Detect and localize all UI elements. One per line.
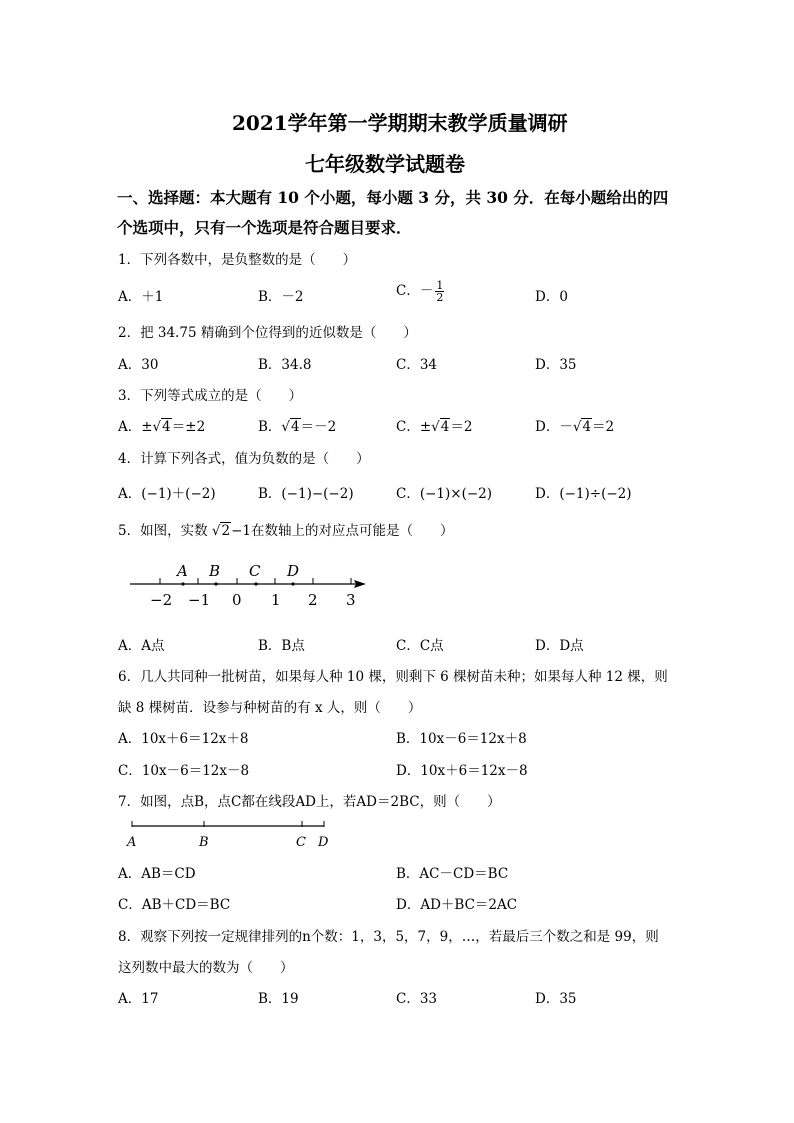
fraction-denominator: 2 bbox=[436, 291, 444, 304]
q3-d-prefix: D．－√ bbox=[535, 419, 582, 435]
point-a-dot bbox=[181, 582, 184, 585]
tick-label: 1 bbox=[271, 591, 281, 609]
question-1-stem: 1．下列各数中，是负整数的是（ ） bbox=[118, 252, 357, 268]
question-4-stem: 4．计算下列各式，值为负数的是（ ） bbox=[118, 451, 370, 467]
point-label-b: B bbox=[209, 562, 221, 580]
point-c-dot bbox=[254, 582, 257, 585]
q8-option-c[interactable]: C．33 bbox=[396, 991, 438, 1007]
radicand: 4 bbox=[291, 419, 300, 435]
q5-option-b[interactable]: B．B点 bbox=[258, 638, 305, 654]
tick-label: 3 bbox=[346, 591, 356, 609]
tick-label: 2 bbox=[308, 591, 318, 609]
fraction bbox=[435, 280, 444, 303]
exam-subtitle: 七年级数学试题卷 bbox=[305, 152, 465, 176]
question-6-options-row2 bbox=[118, 759, 678, 779]
q3-option-b[interactable] bbox=[258, 415, 336, 435]
q1-option-d[interactable]: D．0 bbox=[535, 289, 568, 305]
q3-option-a[interactable] bbox=[118, 415, 205, 435]
q1-option-c[interactable] bbox=[396, 279, 444, 303]
point-label-c: C bbox=[249, 562, 261, 580]
section-heading-line1: 一、选择题：本大题有 10 个小题，每小题 3 分，共 30 分．在每小题给出的四 bbox=[117, 188, 669, 207]
point-label-d: D bbox=[287, 562, 300, 580]
question-5-options bbox=[118, 634, 678, 654]
q5-stem-suffix: −1在数轴上的对应点可能是（ ） bbox=[231, 523, 454, 539]
question-4-options bbox=[118, 482, 678, 502]
q1-option-c-prefix: C．－ bbox=[396, 283, 434, 299]
q2-option-c[interactable]: C．34 bbox=[396, 357, 438, 373]
q3-c-suffix: ＝2 bbox=[450, 419, 473, 435]
exam-title: 2021学年第一学期期末教学质量调研 bbox=[232, 111, 568, 135]
segment-label-b: B bbox=[199, 835, 209, 850]
radicand: 4 bbox=[440, 419, 450, 435]
q1-option-a[interactable]: A．＋1 bbox=[118, 289, 164, 305]
q5-option-d[interactable]: D．D点 bbox=[535, 638, 584, 654]
q6-option-c[interactable]: C．10x－6＝12x－8 bbox=[118, 763, 250, 779]
q6-option-d[interactable]: D．10x＋6＝12x－8 bbox=[396, 763, 528, 779]
q4-option-a[interactable]: A．(−1)＋(−2) bbox=[118, 486, 216, 502]
q3-b-suffix: ＝－2 bbox=[300, 419, 337, 435]
q5-stem-prefix: 5．如图，实数 √ bbox=[118, 523, 221, 539]
point-d-dot bbox=[291, 582, 294, 585]
question-2-options bbox=[118, 353, 678, 373]
question-6-stem-line2: 缺 8 棵树苗．设参与种树苗的有 x 人，则（ ） bbox=[118, 700, 422, 716]
q8-option-b[interactable]: B．19 bbox=[258, 991, 299, 1007]
segment-label-d: D bbox=[318, 835, 329, 850]
section-heading-line2: 个选项中，只有一个选项是符合题目要求． bbox=[117, 218, 412, 237]
point-b-dot bbox=[214, 582, 217, 585]
q2-option-b[interactable]: B．34.8 bbox=[258, 357, 312, 373]
question-7-options-row1 bbox=[118, 862, 678, 882]
q8-option-a[interactable]: A．17 bbox=[118, 991, 159, 1007]
point-label-a: A bbox=[177, 562, 188, 580]
question-8-stem-line1: 8．观察下列按一定规律排列的n个数：1，3，5，7，9，…，若最后三个数之和是 99，则 bbox=[118, 929, 659, 945]
q7-option-c[interactable]: C．AB＋CD＝BC bbox=[118, 897, 231, 913]
tick-label: 0 bbox=[232, 591, 242, 609]
question-3-options bbox=[118, 415, 678, 435]
segment-label-a: A bbox=[127, 835, 137, 850]
q7-option-d[interactable]: D．AD＋BC＝2AC bbox=[396, 897, 518, 913]
q3-b-prefix: B．√ bbox=[258, 419, 291, 435]
q6-option-a[interactable]: A．10x＋6＝12x＋8 bbox=[118, 731, 249, 747]
segment-label-c: C bbox=[296, 835, 306, 850]
question-7-options-row2 bbox=[118, 893, 678, 913]
q3-a-prefix: A．±√ bbox=[118, 419, 162, 435]
fraction-numerator: 1 bbox=[436, 279, 444, 292]
q1-option-b[interactable]: B．－2 bbox=[258, 289, 304, 305]
q3-c-prefix: C．±√ bbox=[396, 419, 440, 435]
q7-option-b[interactable]: B．AC－CD＝BC bbox=[396, 866, 509, 882]
q3-option-d[interactable] bbox=[535, 415, 614, 435]
question-7-stem: 7．如图，点B，点C都在线段AD上，若AD＝2BC，则（ ） bbox=[118, 794, 501, 810]
question-6-options-row1 bbox=[118, 727, 678, 747]
radicand: 2 bbox=[221, 523, 231, 539]
question-3-stem: 3．下列等式成立的是（ ） bbox=[118, 388, 303, 404]
segment-figure bbox=[120, 818, 340, 852]
q4-option-d[interactable]: D．(−1)÷(−2) bbox=[535, 486, 632, 502]
q3-option-c[interactable] bbox=[396, 415, 472, 435]
question-2-stem: 2．把 34.75 精确到个位得到的近似数是（ ） bbox=[118, 325, 417, 341]
q2-option-d[interactable]: D．35 bbox=[535, 357, 577, 373]
tick-label: −2 bbox=[150, 591, 173, 609]
q7-option-a[interactable]: A．AB＝CD bbox=[118, 866, 196, 882]
q8-option-d[interactable]: D．35 bbox=[535, 991, 577, 1007]
q4-option-b[interactable]: B．(−1)−(−2) bbox=[258, 486, 354, 502]
radicand: 4 bbox=[582, 419, 592, 435]
question-5-stem bbox=[118, 519, 453, 539]
question-8-stem-line2: 这列数中最大的数为（ ） bbox=[118, 960, 294, 976]
question-6-stem-line1: 6．几人共同种一批树苗，如果每人种 10 棵，则剩下 6 棵树苗未种；如果每人种 12 棵，则 bbox=[118, 669, 668, 685]
q5-option-a[interactable]: A．A点 bbox=[118, 638, 165, 654]
q6-option-b[interactable]: B．10x－6＝12x＋8 bbox=[396, 731, 527, 747]
number-line-figure bbox=[120, 556, 380, 612]
q5-option-c[interactable]: C．C点 bbox=[396, 638, 444, 654]
question-8-options bbox=[118, 987, 678, 1007]
q2-option-a[interactable]: A．30 bbox=[118, 357, 159, 373]
q3-d-suffix: ＝2 bbox=[592, 419, 615, 435]
tick-label: −1 bbox=[188, 591, 211, 609]
q3-a-suffix: ＝±2 bbox=[171, 419, 206, 435]
q4-option-c[interactable]: C．(−1)×(−2) bbox=[396, 486, 493, 502]
question-1-options bbox=[118, 279, 678, 305]
radicand: 4 bbox=[162, 419, 171, 435]
